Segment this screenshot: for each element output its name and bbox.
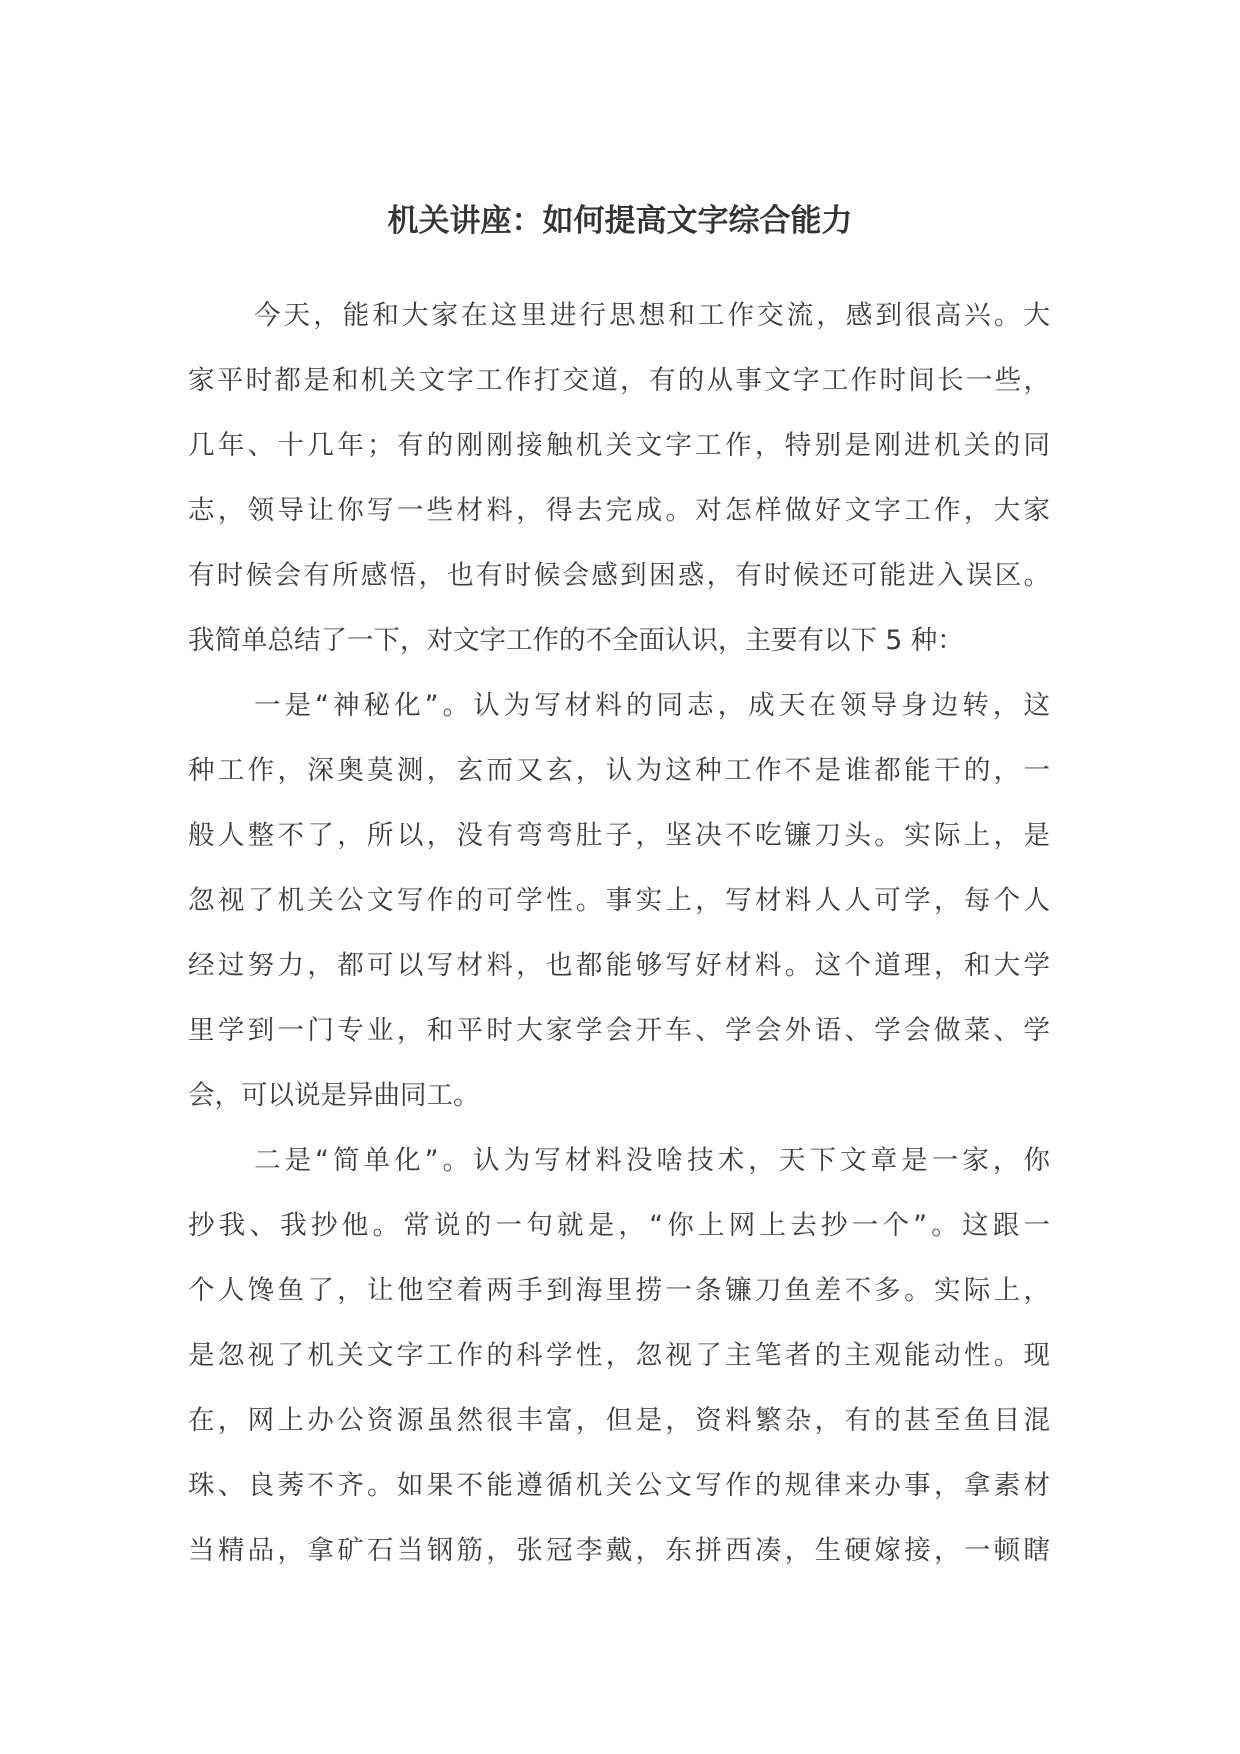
text-line: 在，网上办公资源虽然很丰富，但是，资料繁杂，有的甚至鱼目混	[188, 1405, 1050, 1436]
text-line: 一是“神秘化”。认为写材料的同志，成天在领导身边转，这	[254, 690, 1050, 721]
text-line: 是忽视了机关文字工作的科学性，忽视了主笔者的主观能动性。现	[188, 1340, 1050, 1371]
document-title: 机关讲座：如何提高文字综合能力	[387, 203, 853, 239]
text-line: 志，领导让你写一些材料，得去完成。对怎样做好文字工作，大家	[188, 495, 1050, 526]
text-line: 里学到一门专业，和平时大家学会开车、学会外语、学会做菜、学	[188, 1015, 1050, 1046]
text-line: 家平时都是和机关文字工作打交道，有的从事文字工作时间长一些，	[188, 365, 1050, 396]
text-line: 会，可以说是异曲同工。	[188, 1080, 480, 1111]
text-line: 般人整不了，所以，没有弯弯肚子，坚决不吃镰刀头。实际上，是	[188, 820, 1050, 851]
text-line: 二是“简单化”。认为写材料没啥技术，天下文章是一家，你	[254, 1145, 1050, 1176]
document-body	[188, 283, 1050, 1583]
text-line: 有时候会有所感悟，也有时候会感到困惑，有时候还可能进入误区。	[188, 560, 1050, 591]
text-line: 忽视了机关公文写作的可学性。事实上，写材料人人可学，每个人	[188, 885, 1050, 916]
text-line: 种工作，深奥莫测，玄而又玄，认为这种工作不是谁都能干的，一	[188, 755, 1050, 786]
text-line: 抄我、我抄他。常说的一句就是，“你上网上去抄一个”。这跟一	[188, 1210, 1050, 1241]
text-line: 几年、十几年；有的刚刚接触机关文字工作，特别是刚进机关的同	[188, 430, 1050, 461]
text-line: 珠、良莠不齐。如果不能遵循机关公文写作的规律来办事，拿素材	[188, 1470, 1050, 1501]
text-line: 经过努力，都可以写材料，也都能够写好材料。这个道理，和大学	[188, 950, 1050, 981]
text-line: 我简单总结了一下，对文字工作的不全面认识，主要有以下 5 种：	[188, 625, 964, 656]
text-line: 个人馋鱼了，让他空着两手到海里捞一条镰刀鱼差不多。实际上，	[188, 1275, 1050, 1306]
text-line: 今天，能和大家在这里进行思想和工作交流，感到很高兴。大	[254, 300, 1050, 331]
text-line: 当精品，拿矿石当钢筋，张冠李戴，东拼西凑，生硬嫁接，一顿瞎	[188, 1535, 1050, 1566]
